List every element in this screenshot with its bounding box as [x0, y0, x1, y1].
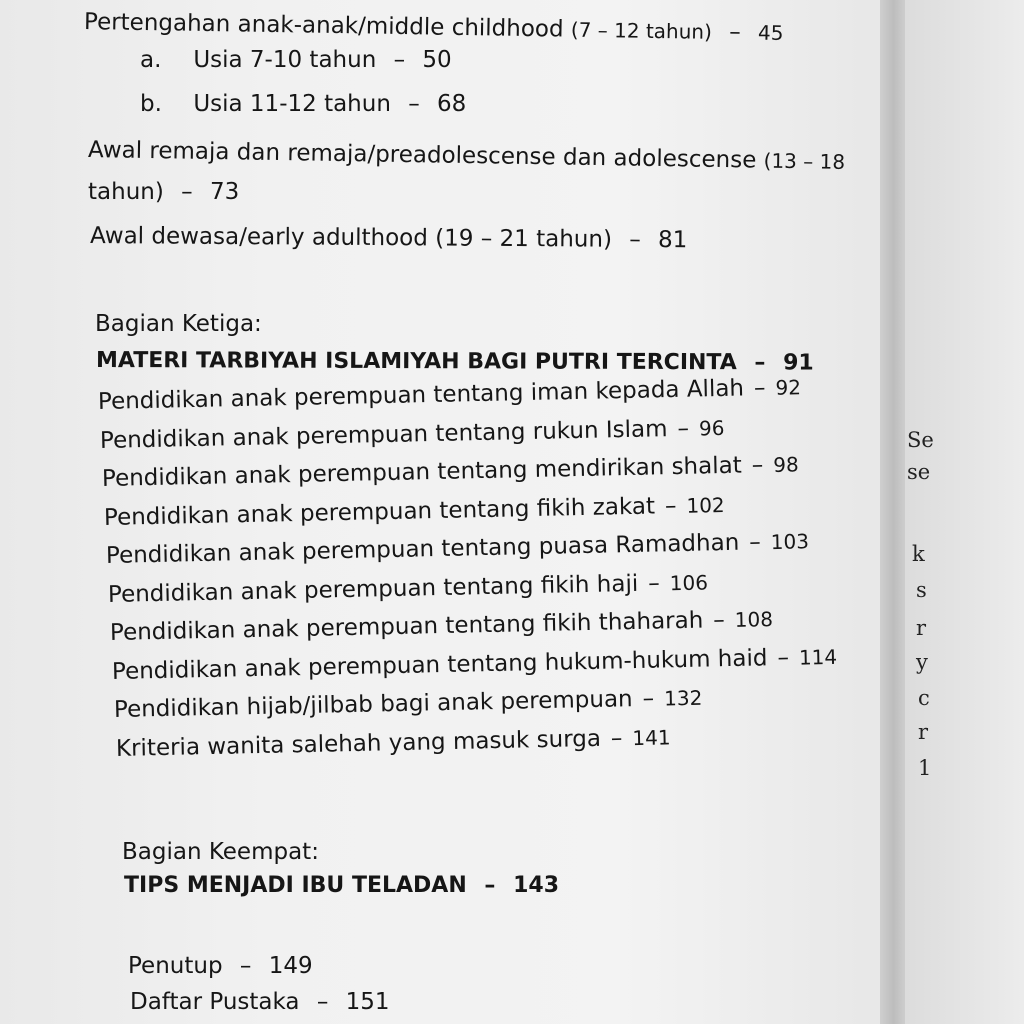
dash: –: [484, 873, 496, 898]
facing-page-text-fragment: c: [918, 686, 930, 710]
toc-entry-adolescence: [88, 136, 845, 176]
facing-page-text-fragment: Se: [907, 428, 934, 452]
toc-entry-title: Pendidikan anak perempuan tentang iman kepada Allah: [97, 375, 745, 415]
dash: –: [753, 375, 766, 402]
part3-label: Bagian Ketiga:: [95, 311, 262, 337]
toc-entry: [108, 568, 709, 609]
toc-entry-page: 149: [268, 953, 313, 979]
toc-entry-continuation: tahun): [88, 179, 164, 205]
section-page: 91: [783, 350, 814, 376]
toc-entry-title: Pendidikan anak perempuan tentang fikih thaharah: [109, 607, 704, 646]
toc-entry-page: 81: [658, 226, 688, 254]
toc-entry-page: 73: [209, 179, 240, 205]
toc-entry-daftar-pustaka: [130, 988, 390, 1016]
toc-entry-page: 68: [437, 91, 467, 117]
toc-entry-page: 103: [770, 529, 810, 555]
dash: –: [181, 179, 193, 205]
section-page: 143: [513, 873, 560, 898]
toc-entry-title: Pendidikan anak perempuan tentang fikih haji: [107, 570, 639, 608]
dash: –: [664, 492, 677, 519]
part3-heading: [96, 347, 814, 378]
toc-entry-range: (19 – 21 tahun): [435, 225, 613, 253]
dash: –: [239, 953, 252, 979]
toc-entry-page: 50: [422, 47, 452, 73]
toc-entry-title: Usia 11-12 tahun: [193, 91, 391, 117]
facing-page-text-fragment: s: [916, 578, 927, 602]
toc-entry-title: Pendidikan anak perempuan tentang rukun Islam: [99, 415, 668, 454]
toc-entry-page: 114: [798, 644, 838, 670]
dash: –: [629, 226, 641, 253]
toc-entry-title: Pendidikan anak perempuan tentang puasa Ramadhan: [105, 529, 740, 569]
toc-entry-page: 108: [734, 607, 774, 632]
toc-entry: [116, 723, 671, 763]
toc-subentry-b: [140, 90, 466, 118]
dash: –: [777, 644, 790, 671]
toc-entry-title: Pendidikan anak perempuan tentang hukum-hukum haid: [111, 644, 768, 685]
toc-entry-page: 98: [772, 452, 799, 477]
toc-entry-title: Pendidikan hijab/jilbab bagi anak perempuan: [113, 686, 633, 723]
toc-entry-page: 96: [698, 415, 725, 440]
toc-entry-title: Pendidikan anak perempuan tentang fikih zakat: [103, 492, 656, 531]
toc-entry-middle-childhood: [84, 8, 784, 47]
toc-entry-page: 141: [632, 724, 671, 750]
toc-entry-penutup: [128, 952, 313, 980]
toc-subentry-letter: a.: [140, 47, 162, 73]
toc-entry: [98, 373, 802, 416]
part4-label: Bagian Keempat:: [122, 839, 319, 865]
toc-entry-page: 92: [775, 375, 802, 400]
toc-entry-title: Pertengahan anak-anak/middle childhood: [83, 9, 564, 43]
dash: –: [728, 19, 741, 46]
dash: –: [677, 415, 690, 442]
section-heading: TIPS MENJADI IBU TELADAN: [124, 873, 467, 898]
toc-entry-range: (7 – 12 tahun): [570, 17, 713, 44]
toc-entry-page: 106: [669, 569, 709, 595]
toc-entry-title: Pendidikan anak perempuan tentang mendirikan shalat: [101, 452, 742, 492]
facing-page-text-fragment: y: [916, 650, 928, 674]
dash: –: [316, 989, 329, 1015]
toc-entry-early-adulthood: [90, 222, 688, 254]
toc-entry: [104, 491, 725, 532]
part4-heading: [124, 872, 559, 900]
toc-entry: [112, 642, 838, 685]
toc-entry: [110, 605, 774, 647]
toc-entry-title: Usia 7-10 tahun: [193, 47, 377, 73]
dash: –: [748, 529, 762, 556]
toc-entry-title: Awal dewasa/early adulthood: [89, 223, 428, 252]
dash: –: [754, 350, 766, 376]
toc-entry-page: 132: [663, 685, 703, 711]
dash: –: [393, 47, 406, 73]
facing-page-text-fragment: 1: [918, 756, 932, 780]
toc-entry-page: 45: [757, 20, 784, 45]
toc-entry-page: 102: [686, 492, 725, 518]
toc-entry: [102, 450, 799, 493]
facing-page-text-fragment: r: [916, 616, 927, 640]
toc-entry-adolescence-cont: [88, 178, 239, 206]
toc-subentry-letter: b.: [140, 91, 162, 117]
toc-subentry-a: [140, 46, 452, 74]
dash: –: [642, 685, 655, 712]
facing-page-text-fragment: k: [912, 542, 925, 566]
toc-entry-title: Kriteria wanita salehah yang masuk surga: [115, 725, 602, 762]
facing-page-text-fragment: r: [918, 720, 929, 744]
toc-entry-title: Awal remaja dan remaja/preadolescense dan adolescense: [87, 137, 757, 174]
toc-entry-range: (13 – 18: [763, 148, 846, 174]
section-heading: MATERI TARBIYAH ISLAMIYAH BAGI PUTRI TERCINTA: [95, 348, 737, 376]
dash: –: [610, 724, 623, 752]
facing-page-text-fragment: se: [907, 460, 931, 484]
dash: –: [751, 452, 764, 479]
dash: –: [647, 569, 661, 597]
toc-entry-title: Penutup: [128, 953, 223, 979]
toc-entry: [114, 684, 703, 724]
dash: –: [712, 607, 726, 634]
toc-entry-page: 151: [345, 989, 390, 1015]
toc-entry-title: Daftar Pustaka: [130, 989, 300, 1015]
facing-page: [905, 0, 1024, 1024]
toc-entry: [106, 527, 810, 570]
toc-entry: [100, 413, 725, 454]
dash: –: [408, 91, 420, 117]
